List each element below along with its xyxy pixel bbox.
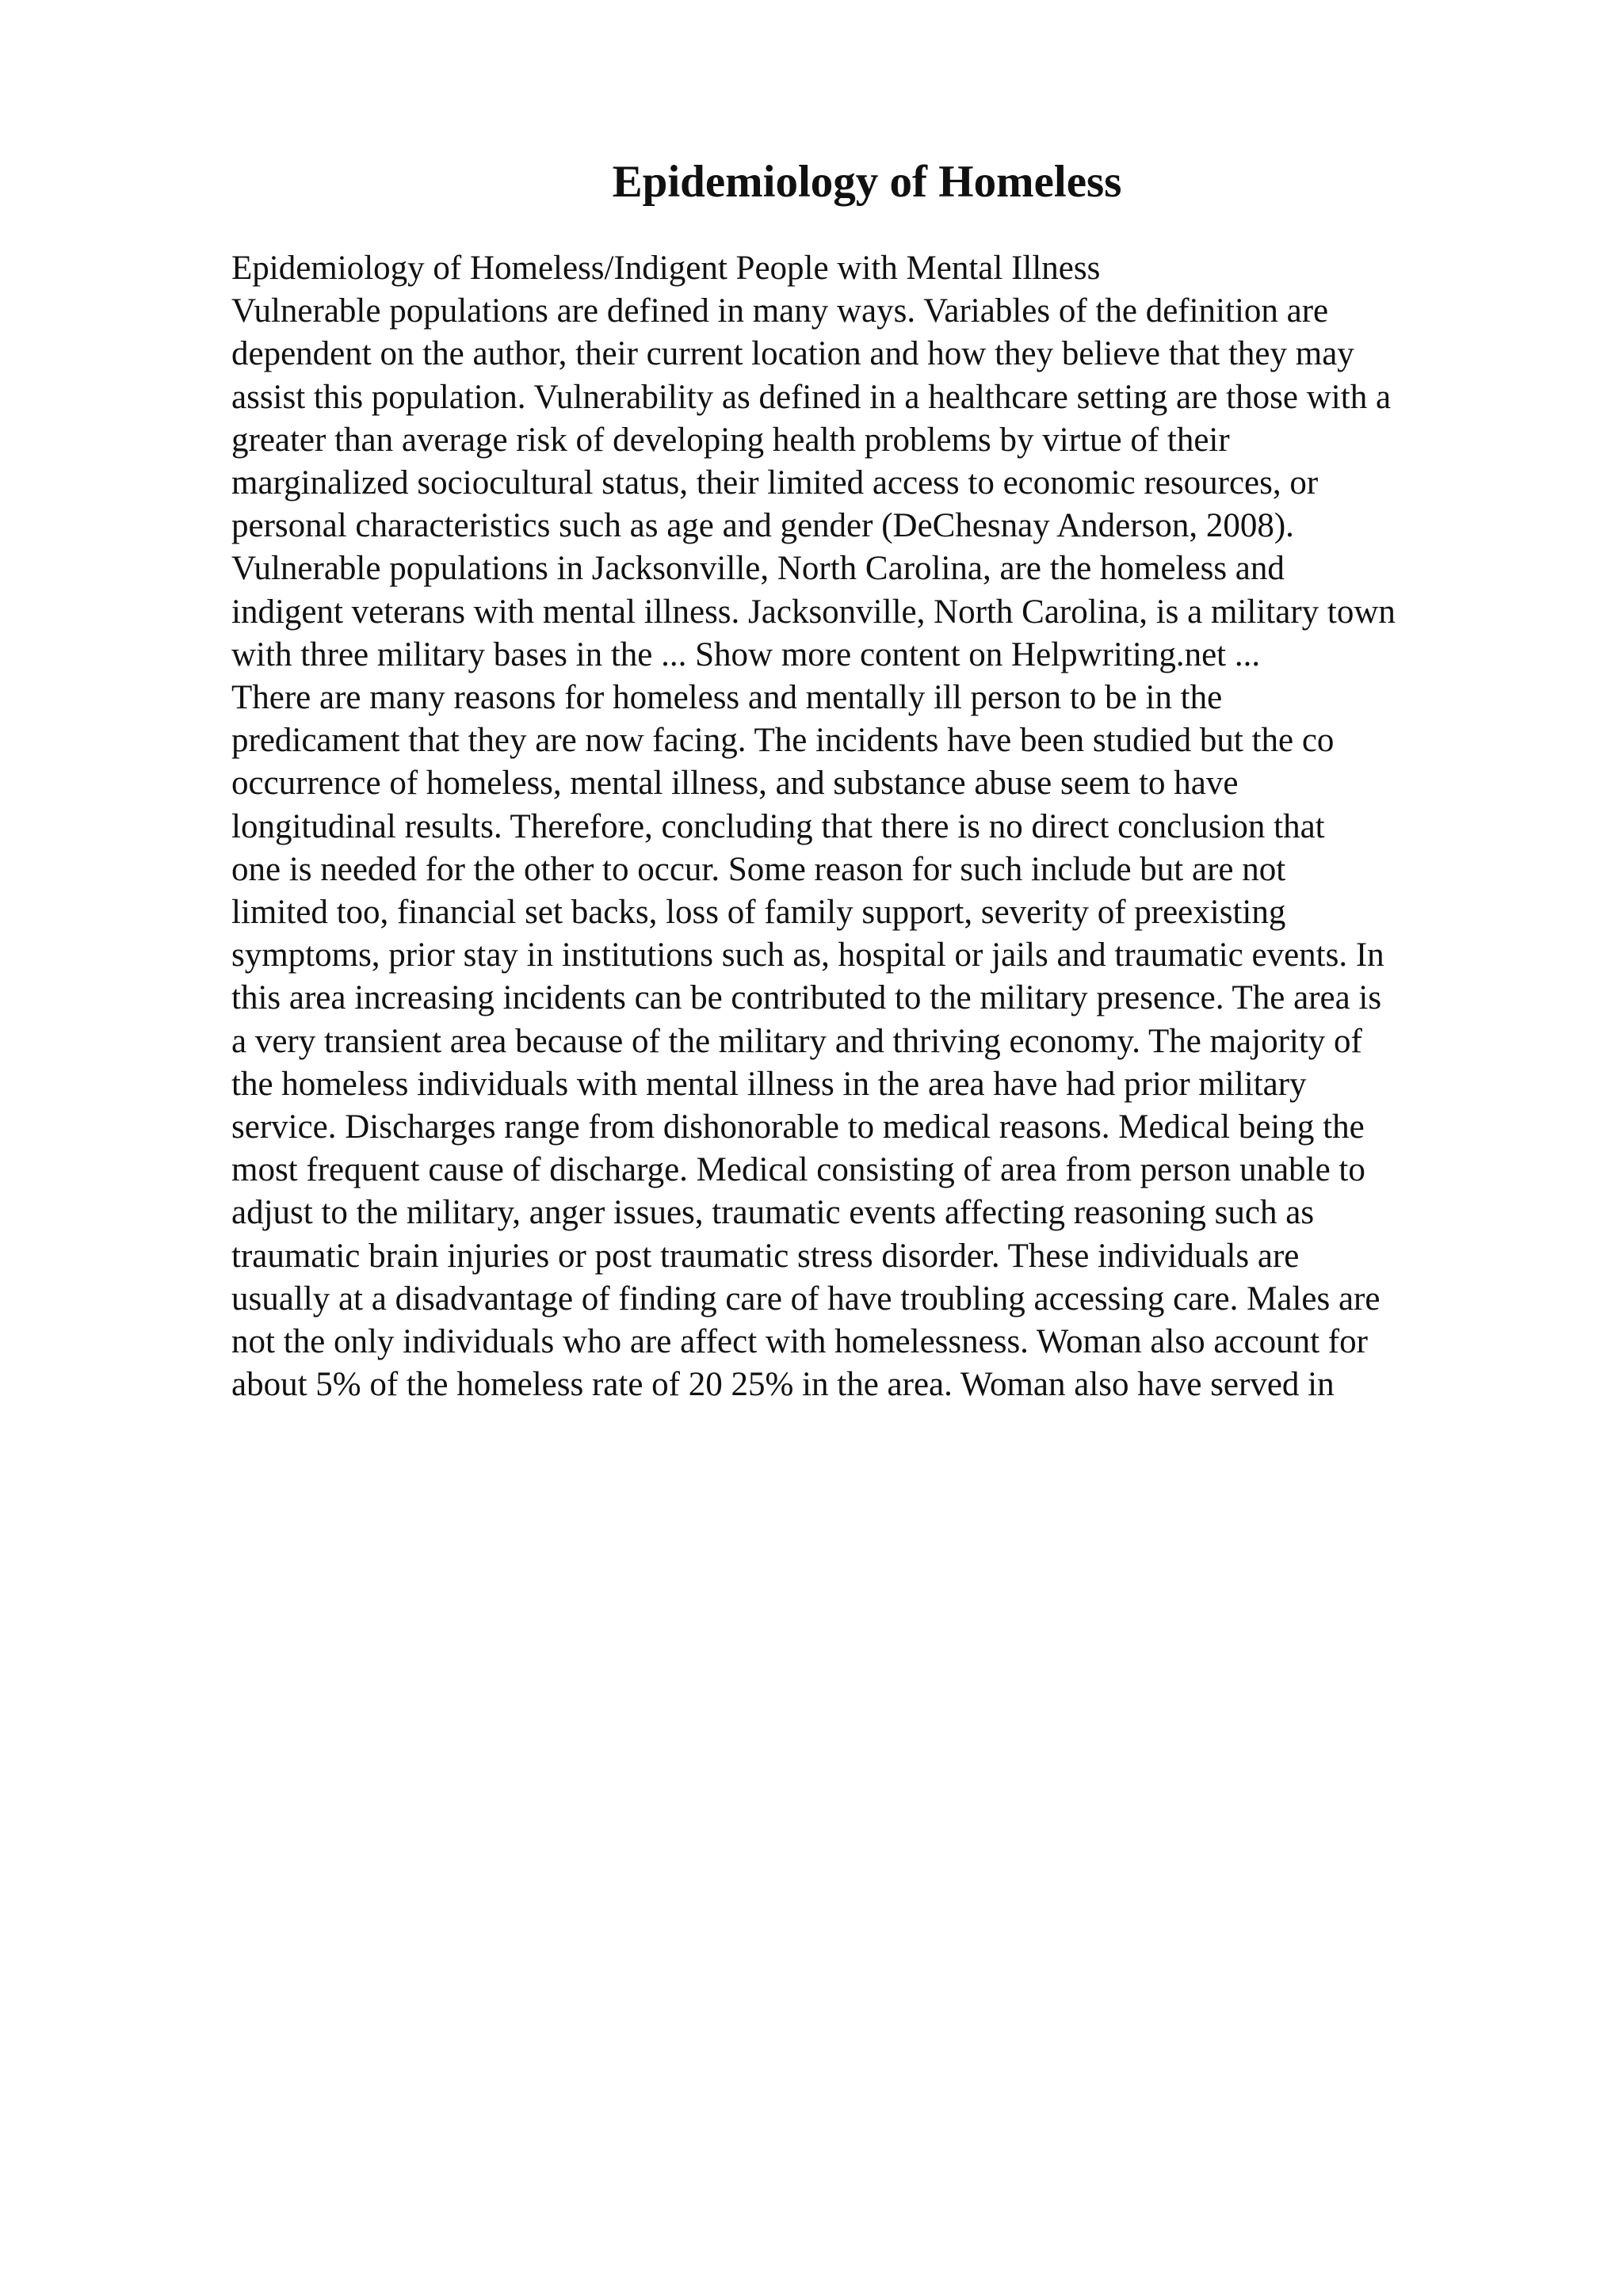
body-line: predicament that they are now facing. The incidents have been studied but the co	[231, 722, 1335, 760]
body-line: personal characteristics such as age and gender (DeChesnay Anderson, 2008).	[231, 507, 1294, 545]
body-line: limited too, financial set backs, loss of family support, severity of preexisting	[231, 894, 1286, 932]
body-line: dependent on the author, their current location and how they believe that they may	[231, 335, 1354, 373]
body-line: not the only individuals who are affect with homelessness. Woman also account for	[231, 1323, 1368, 1361]
body-line: service. Discharges range from dishonorable to medical reasons. Medical being the	[231, 1108, 1365, 1146]
body-line: There are many reasons for homeless and mentally ill person to be in the	[231, 679, 1223, 717]
body-line: assist this population. Vulnerability as defined in a healthcare setting are those with a	[231, 378, 1392, 416]
body-line: about 5% of the homeless rate of 20 25% in the area. Woman also have served in	[231, 1366, 1335, 1404]
document-title: Epidemiology of Homeless	[612, 157, 1122, 207]
body-line: Epidemiology of Homeless/Indigent People with Mental Illness	[231, 250, 1101, 287]
body-line: the homeless individuals with mental illness in the area have had prior military	[231, 1065, 1307, 1103]
document-body	[231, 247, 1594, 1406]
body-line: marginalized sociocultural status, their limited access to economic resources, or	[231, 464, 1319, 502]
body-line: occurrence of homeless, mental illness, and substance abuse seem to have	[231, 765, 1239, 803]
body-line: with three military bases in the ... Show more content on Helpwriting.net ...	[231, 635, 1261, 673]
body-line: most frequent cause of discharge. Medical consisting of area from person unable to	[231, 1151, 1365, 1189]
body-line: one is needed for the other to occur. Some reason for such include but are not	[231, 850, 1286, 888]
body-line: symptoms, prior stay in institutions such as, hospital or jails and traumatic events. In	[231, 936, 1384, 974]
body-line: adjust to the military, anger issues, traumatic events affecting reasoning such as	[231, 1194, 1315, 1232]
body-line: greater than average risk of developing health problems by virtue of their	[231, 421, 1230, 459]
body-line: traumatic brain injuries or post traumatic stress disorder. These individuals are	[231, 1237, 1300, 1275]
body-line: usually at a disadvantage of finding care of have troubling accessing care. Males are	[231, 1280, 1381, 1318]
body-line: indigent veterans with mental illness. Jacksonville, North Carolina, is a military town	[231, 593, 1396, 631]
body-line: a very transient area because of the military and thriving economy. The majority of	[231, 1022, 1362, 1060]
body-line: this area increasing incidents can be contributed to the military presence. The area is	[231, 979, 1382, 1017]
body-line: longitudinal results. Therefore, concluding that there is no direct conclusion that	[231, 807, 1325, 845]
body-line: Vulnerable populations in Jacksonville, North Carolina, are the homeless and	[231, 550, 1285, 588]
body-line: Vulnerable populations are defined in many ways. Variables of the definition are	[231, 292, 1329, 330]
